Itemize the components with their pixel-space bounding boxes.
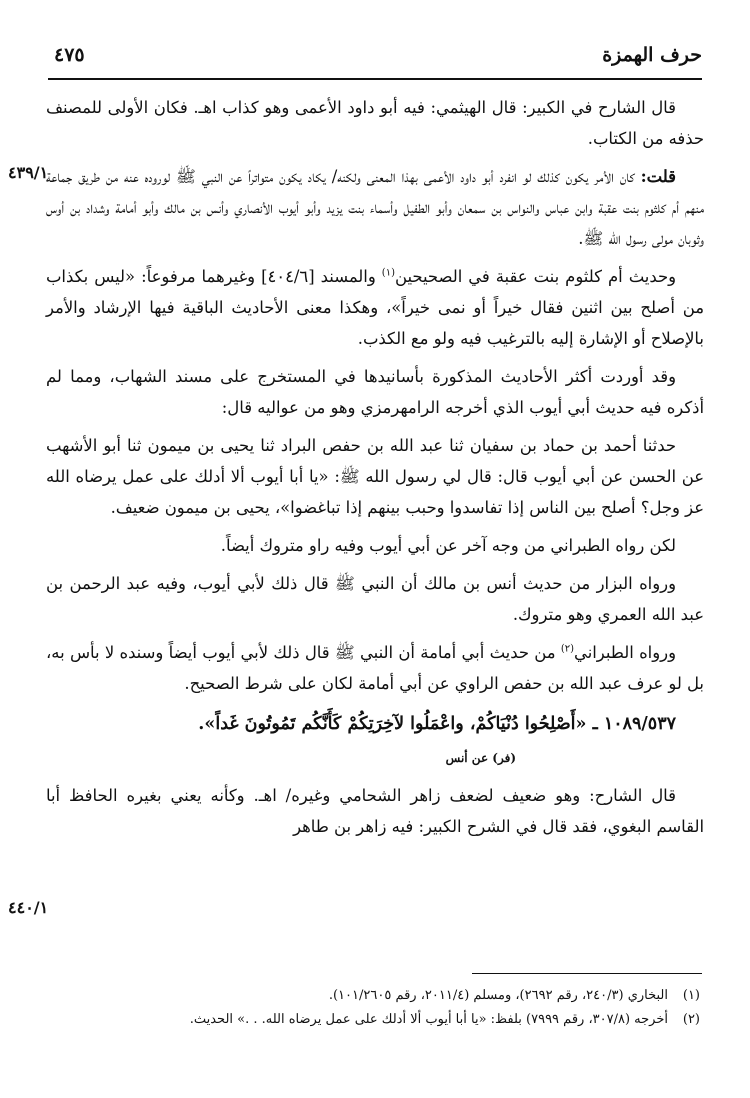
header-divider — [48, 78, 702, 80]
hadith-source: (فر) عن أنس — [445, 751, 516, 765]
paragraph: ورواه البزار من حديث أنس بن مالك أن النبي ﷺ قال ذلك لأبي أيوب، وفيه عبد الرحمن بن عبد الله العمري وهو متروك. — [46, 574, 704, 624]
footnote — [48, 984, 700, 1008]
footnote-ref: (١) — [381, 267, 395, 279]
footnote-ref: (٢) — [560, 643, 575, 655]
paragraph: قال الشارح: وهو ضعيف لضعف زاهر الشحامي وغيره/ اهـ. وكأنه يعني بغيره الحافظ أبا القاسم البغوي، فقد قال في الشرح الكبير: فيه زاهر بن طاهر — [46, 786, 704, 836]
paragraph-text: ورواه الطبراني — [574, 643, 676, 662]
footnote — [48, 1008, 700, 1032]
footnote-text: أخرجه (٣٠٧/٨، رقم ٧٩٩٩) بلفظ: «يا أبا أيوب ألا أدلك على عمل يرضاه الله. . .» الحديث. — [189, 1012, 668, 1027]
chapter-title: حرف الهمزة — [602, 44, 702, 66]
footnote-number: (١) — [682, 988, 700, 1003]
paragraph: حدثنا أحمد بن حماد بن سفيان ثنا عبد الله بن حفص البراد ثنا يحيى بن ميمون ثنا أبو الأشهب عن الحسن عن أبي أيوب قال: قال لي رسول الله ﷺ: «يا أبا أيوب ألا أدلك على عمل يرضاه الله عز وجل؟ أصلح بين الناس إذا تفاسدوا وحبب بينهم إذا تباغضوا»، يحيى بن ميمون ضعيف. — [46, 436, 704, 517]
hadith-number: ١٠٨٩/٥٣٧ ـ — [592, 714, 676, 734]
page-header — [48, 38, 702, 72]
paragraph-text: والمسند [٤٠٤/٦] وغيرهما مرفوعاً: «ليس بكذاب من أصلح بين اثنين فقال خيراً أو نمى خيراً»، وهكذا معنى الأحاديث الباقية فيها الإرشاد والأمر بالإصلاح أو الإشارة إليه بالترغيب فيه ولو مع الكذب. — [46, 267, 704, 348]
footnote-text: البخاري (٢٤٠/٣، رقم ٢٦٩٢)، ومسلم (٢٠١١/٤، رقم ١٠١/٢٦٠٥). — [328, 988, 668, 1003]
footnote-number: (٢) — [682, 1012, 700, 1027]
paragraph — [46, 261, 704, 354]
paragraph-text: كان الأمر يكون كذلك لو انفرد أبو داود الأعمى بهذا المعنى ولكنه/ يكاد يكون متواتراً عن النبي ﷺ لوروده عنه من طريق جماعة منهم أم كلثوم بنت عقبة وابن عباس والنواس بن سمعان وأبو الطفيل وأسماء بنت يزيد وأبو أيوب الأنصاري وأنس بن مالك وأبو أمامة وشداد بن أوس وثوبان مولى رسول الله ﷺ. — [46, 167, 704, 248]
qult-label: قلت: — [640, 167, 676, 186]
page-number: ٤٧٥ — [54, 44, 85, 66]
paragraph — [46, 161, 704, 254]
paragraph — [46, 637, 704, 699]
margin-reference: ٤٤٠/١ — [8, 898, 49, 917]
footnote-divider — [472, 973, 702, 974]
paragraph: وقد أوردت أكثر الأحاديث المذكورة بأسانيدها في المستخرج على مسند الشهاب، ومما لم أذكره فيه حديث أبي أيوب الذي أخرجه الرامهرمزي وهو من عواليه قال: — [46, 367, 704, 417]
main-text — [46, 92, 704, 849]
hadith-text: «أَصْلِحُوا دُنْيَاكُمْ، واعْمَلُوا لآخِرَتِكُمْ كَأَنَّكُم تَمُوتُونَ غَداً». — [198, 714, 587, 734]
footnotes — [48, 984, 700, 1032]
paragraph: قال الشارح في الكبير: قال الهيثمي: فيه أبو داود الأعمى وهو كذاب اهـ. فكان الأولى للمصنف حذفه من الكتاب. — [46, 98, 704, 148]
paragraph-text: من حديث أبي أمامة أن النبي ﷺ قال ذلك لأبي أيوب أيضاً وسنده لا بأس به، بل لو عرف عبد الله بن حفص الراوي عن أبي أمامة لكان على شرط الصحيح. — [46, 643, 704, 693]
hadith-entry — [46, 709, 704, 740]
paragraph: لكن رواه الطبراني من وجه آخر عن أبي أيوب وفيه راو متروك أيضاً. — [220, 536, 676, 555]
paragraph-text: وحديث أم كلثوم بنت عقبة في الصحيحين — [394, 267, 676, 286]
margin-reference: ٤٣٩/١ — [8, 163, 49, 182]
